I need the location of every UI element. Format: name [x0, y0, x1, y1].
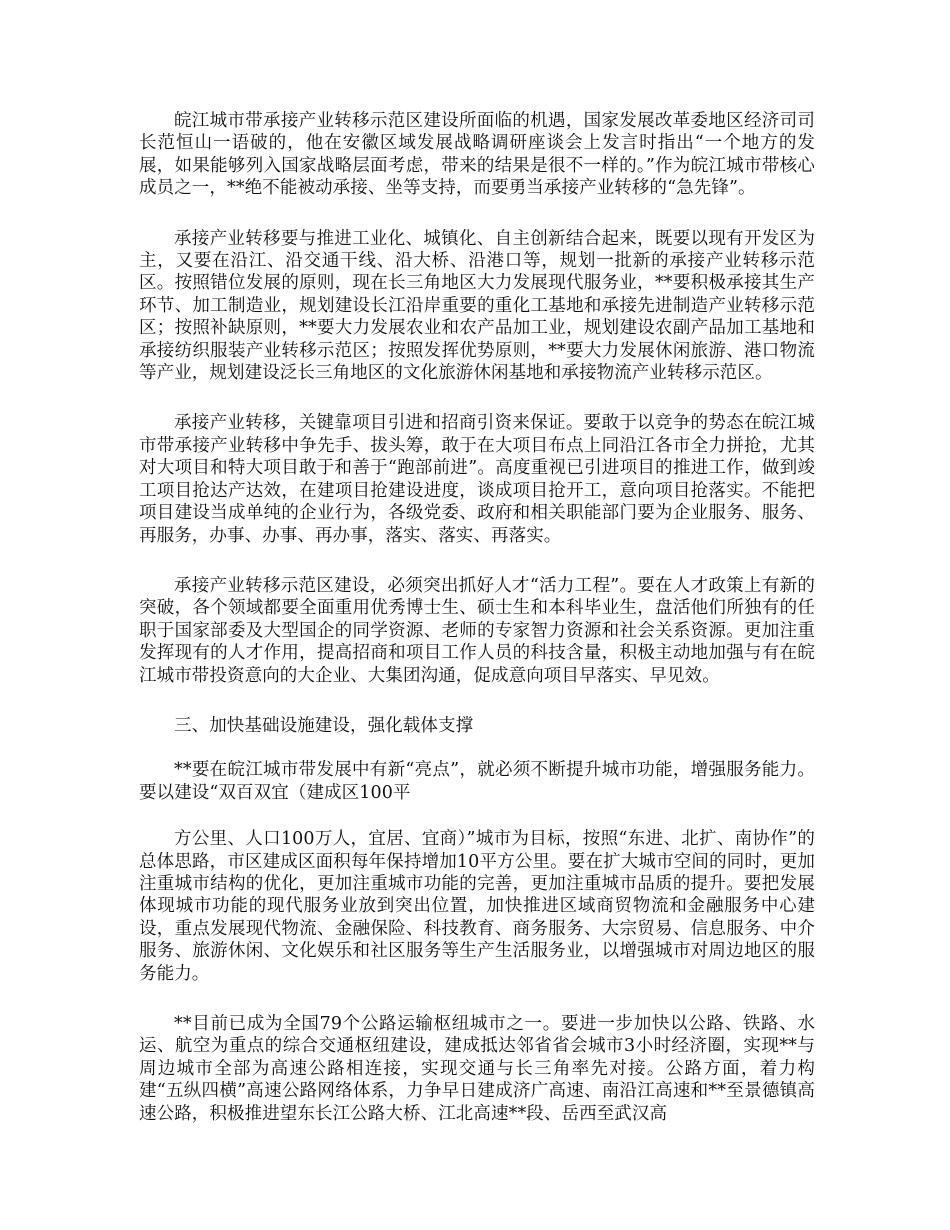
paragraph-industrial-transfer-zones: 承接产业转移要与推进工业化、城镇化、自主创新结合起来，既要以现有开发区为主，又要在沿江、沿交通干线、沿大桥、沿港口等，规划一批新的承接产业转移示范区。按照错位发展的原则，现在长三角地区大力发展现代服务业，**要积极承接其生产环节、加工制造业，规划建设长江沿岸重要的重化工基地和承接先进制造产业转移示范区；按照补缺原则，**要大力发展农业和农产品加工业，规划建设农副产品加工基地和承接纺织服装产业转移示范区；按照发挥优势原则，**要大力发展休闲旅游、港口物流等产业，规划建设泛长三角地区的文化旅游休闲基地和承接物流产业转移示范区。 — [139, 228, 815, 384]
paragraph-city-function-part1: **要在皖江城市带发展中有新“亮点”，就必须不断提升城市功能，增强服务能力。要以建设“双百双宜（建成区100平 — [139, 760, 815, 803]
paragraph-talent-project: 承接产业转移示范区建设，必须突出抓好人才“活力工程”。要在人才政策上有新的突破，各个领域都要全面重用优秀博士生、硕士生和本科毕业生，盘活他们所独有的任职于国家部委及大型国企的同学资源、老师的专家智力资源和社会关系资源。更加注重发挥现有的人才作用，提高招商和项目工作人员的科技含量，积极主动地加强与有在皖江城市带投资意向的大企业、大集团沟通，促成意向项目早落实、早见效。 — [139, 575, 815, 686]
paragraph-opportunity: 皖江城市带承接产业转移示范区建设所面临的机遇，国家发展改革委地区经济司司长范恒山一语破的，他在安徽区域发展战略调研座谈会上发言时指出“一个地方的发展，如果能够列入国家战略层面考虑，带来的结果是很不一样的。”作为皖江城市带核心成员之一，**绝不能被动承接、坐等支持，而要勇当承接产业转移的“急先锋”。 — [139, 111, 815, 199]
paragraph-project-introduction: 承接产业转移，关键靠项目引进和招商引资来保证。要敢于以竞争的势态在皖江城市带承接产业转移中争先手、拔头筹，敢于在大项目布点上同沿江各市全力拼抢，尤其对大项目和特大项目敢于和善于“跑部前进”。高度重视已引进项目的推进工作，做到竣工项目抢达产达效，在建项目抢建设进度，谈成项目抢开工，意向项目抢落实。不能把项目建设当成单纯的企业行为，各级党委、政府和相关职能部门要为企业服务、服务、再服务，办事、办事、再办事，落实、落实、再落实。 — [139, 413, 815, 546]
paragraph-city-function-part2: 方公里、人口100万人，宜居、宜商）”城市为目标，按照“东进、北扩、南协作”的总体思路，市区建成区面积每年保持增加10平方公里。要在扩大城市空间的同时，更加注重城市结构的优化，更加注重城市功能的完善，更加注重城市品质的提升。要把发展体现城市功能的现代服务业放到突出位置，加快推进区域商贸物流和金融服务中心建设，重点发展现代物流、金融保险、科技教育、商务服务、大宗贸易、信息服务、中介服务、旅游休闲、文化娱乐和社区服务等生产生活服务业，以增强城市对周边地区的服务能力。 — [139, 829, 815, 984]
document-body — [139, 110, 815, 1153]
paragraph-transport-hub: **目前已成为全国79个公路运输枢纽城市之一。要进一步加快以公路、铁路、水运、航空为重点的综合交通枢纽建设，建成抵达邻省省会城市3小时经济圈，实现**与周边城市全部为高速公路相连接，实现交通与长三角率先对接。公路方面，着力构建“五纵四横”高速公路网络体系，力争早日建成济广高速、南沿江高速和**至景德镇高速公路，积极推进望东长江公路大桥、江北高速**段、岳西至武汉高 — [139, 1014, 815, 1124]
section-heading-infrastructure: 三、加快基础设施建设，强化载体支撑 — [174, 715, 474, 736]
